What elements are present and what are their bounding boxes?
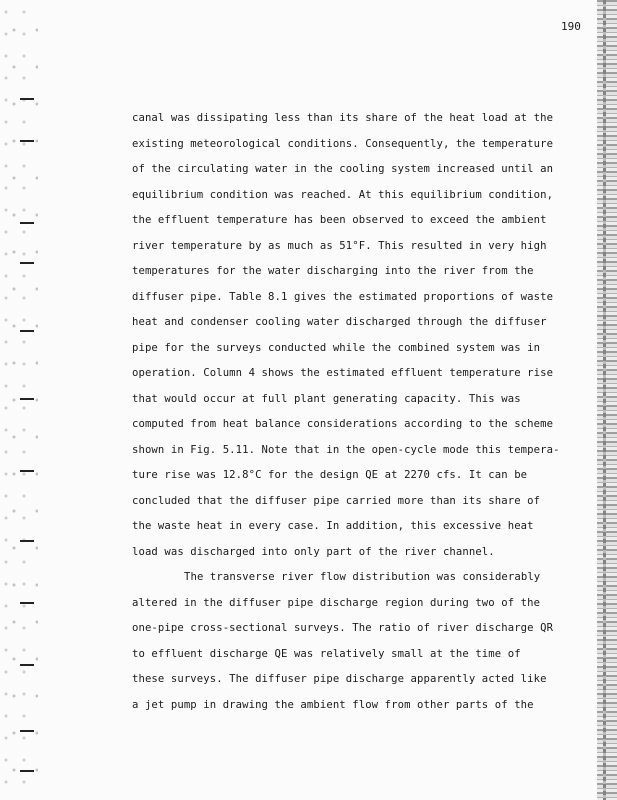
- scan-binding-edge: [597, 0, 617, 800]
- text-line: altered in the diffuser pipe discharge region during two of the: [132, 596, 541, 609]
- text-line: pipe for the surveys conducted while the combined system was in: [132, 341, 541, 354]
- text-line: temperatures for the water discharging into the river from the: [132, 265, 534, 277]
- text-line: existing meteorological conditions. Consequently, the temperature: [132, 137, 554, 150]
- binding-mark: [20, 140, 34, 142]
- text-line: concluded that the diffuser pipe carried more than its share of: [132, 494, 541, 507]
- binding-mark: [20, 730, 34, 732]
- binding-mark: [20, 770, 34, 772]
- text-line: The transverse river flow distribution was considerably: [184, 571, 541, 583]
- body-text: [132, 106, 572, 718]
- binding-mark: [20, 262, 34, 264]
- text-line: river temperature by as much as 51°F. This resulted in very high: [132, 239, 547, 252]
- text-line: one-pipe cross-sectional surveys. The ratio of river discharge QR: [132, 622, 554, 634]
- text-line: diffuser pipe. Table 8.1 gives the estimated proportions of waste: [132, 290, 554, 303]
- text-line: to effluent discharge QE was relatively small at the time of: [132, 647, 521, 660]
- text-line: the waste heat in every case. In addition, this excessive heat: [132, 520, 534, 532]
- text-line: ture rise was 12.8°C for the design QE at 2270 cfs. It can be: [132, 469, 528, 481]
- text-line: operation. Column 4 shows the estimated effluent temperature rise: [132, 367, 554, 379]
- binding-mark: [20, 664, 34, 666]
- text-line: a jet pump in drawing the ambient flow from other parts of the: [132, 698, 534, 711]
- binding-mark: [20, 470, 34, 472]
- text-line: the effluent temperature has been observed to exceed the ambient: [132, 214, 547, 226]
- binding-mark: [20, 222, 34, 224]
- text-line: these surveys. The diffuser pipe discharge apparently acted like: [132, 673, 547, 685]
- text-line: heat and condenser cooling water discharged through the diffuser: [132, 316, 547, 328]
- binding-mark: [20, 540, 34, 542]
- text-line: that would occur at full plant generating capacity. This was: [132, 392, 521, 405]
- text-line: equilibrium condition was reached. At this equilibrium condition,: [132, 188, 554, 201]
- binding-mark: [20, 398, 34, 400]
- scan-left-margin: [0, 0, 38, 800]
- text-line: shown in Fig. 5.11. Note that in the open-cycle mode this tempera-: [132, 443, 560, 456]
- text-line: canal was dissipating less than its share of the heat load at the: [132, 112, 554, 124]
- text-line: load was discharged into only part of the river channel.: [132, 545, 495, 558]
- binding-mark: [20, 602, 34, 604]
- binding-mark: [20, 98, 34, 100]
- text-line: of the circulating water in the cooling system increased until an: [132, 163, 554, 175]
- text-line: computed from heat balance considerations according to the scheme: [132, 418, 554, 430]
- binding-mark: [20, 330, 34, 332]
- page-number: 190: [561, 20, 581, 33]
